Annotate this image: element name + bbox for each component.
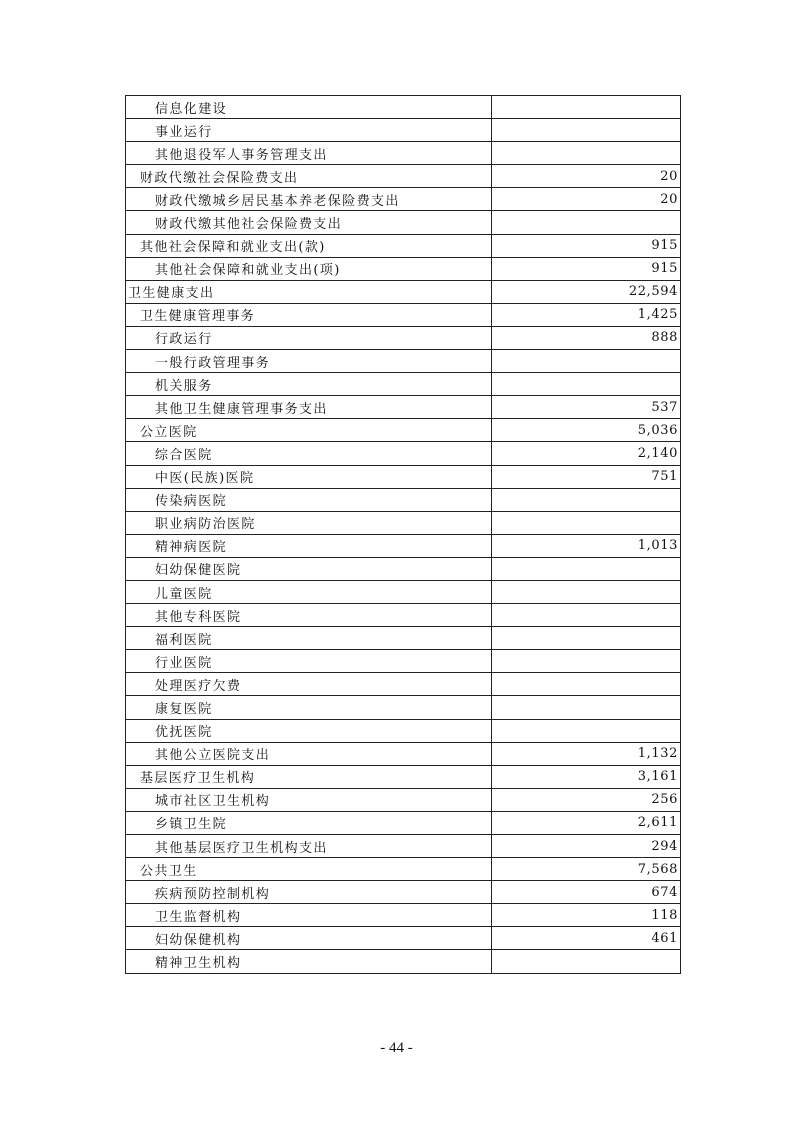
table-row (126, 373, 681, 396)
item-name-cell: 机关服务 (126, 373, 492, 396)
item-name-cell: 其他公立医院支出 (126, 742, 492, 765)
item-value-cell: 2,140 (492, 442, 681, 465)
table-row (126, 234, 681, 257)
table-row (126, 419, 681, 442)
item-value-cell: 294 (492, 835, 681, 858)
table-row (126, 719, 681, 742)
item-value-cell: 22,594 (492, 280, 681, 303)
item-name-cell: 财政代缴社会保险费支出 (126, 165, 492, 188)
table-row (126, 465, 681, 488)
table-row (126, 96, 681, 119)
item-value-cell: 2,611 (492, 811, 681, 834)
table-row (126, 350, 681, 373)
item-name-cell: 疾病预防控制机构 (126, 881, 492, 904)
item-value-cell (492, 211, 681, 234)
item-value-cell (492, 719, 681, 742)
item-name-cell: 一般行政管理事务 (126, 350, 492, 373)
item-name-cell: 其他基层医疗卫生机构支出 (126, 835, 492, 858)
budget-table (125, 95, 681, 974)
item-name-cell: 财政代缴其他社会保险费支出 (126, 211, 492, 234)
table-row (126, 488, 681, 511)
table-row (126, 858, 681, 881)
item-value-cell: 7,568 (492, 858, 681, 881)
item-name-cell: 城市社区卫生机构 (126, 788, 492, 811)
item-name-cell: 其他卫生健康管理事务支出 (126, 396, 492, 419)
table-row (126, 326, 681, 349)
item-value-cell: 915 (492, 257, 681, 280)
table-row (126, 835, 681, 858)
table-row (126, 165, 681, 188)
item-name-cell: 处理医疗欠费 (126, 673, 492, 696)
table-row (126, 742, 681, 765)
item-name-cell: 职业病防治医院 (126, 511, 492, 534)
table-row (126, 396, 681, 419)
item-name-cell: 卫生健康支出 (126, 280, 492, 303)
table-row (126, 303, 681, 326)
item-value-cell (492, 96, 681, 119)
item-name-cell: 事业运行 (126, 119, 492, 142)
item-value-cell: 888 (492, 326, 681, 349)
table-row (126, 580, 681, 603)
item-name-cell: 妇幼保健机构 (126, 927, 492, 950)
item-name-cell: 财政代缴城乡居民基本养老保险费支出 (126, 188, 492, 211)
table-body (126, 96, 681, 974)
item-value-cell: 1,013 (492, 534, 681, 557)
item-name-cell: 其他退役军人事务管理支出 (126, 142, 492, 165)
item-name-cell: 其他专科医院 (126, 604, 492, 627)
table-row (126, 650, 681, 673)
table-row (126, 557, 681, 580)
table-row (126, 142, 681, 165)
item-name-cell: 基层医疗卫生机构 (126, 765, 492, 788)
item-value-cell (492, 557, 681, 580)
item-value-cell: 20 (492, 165, 681, 188)
item-name-cell: 卫生监督机构 (126, 904, 492, 927)
item-value-cell (492, 350, 681, 373)
item-value-cell (492, 650, 681, 673)
item-value-cell (492, 488, 681, 511)
item-value-cell: 537 (492, 396, 681, 419)
item-value-cell: 20 (492, 188, 681, 211)
item-name-cell: 其他社会保障和就业支出(项) (126, 257, 492, 280)
item-name-cell: 传染病医院 (126, 488, 492, 511)
item-value-cell (492, 627, 681, 650)
table-row (126, 696, 681, 719)
item-name-cell: 乡镇卫生院 (126, 811, 492, 834)
item-value-cell (492, 696, 681, 719)
item-name-cell: 中医(民族)医院 (126, 465, 492, 488)
page-number: - 44 - (380, 1040, 413, 1056)
item-value-cell: 461 (492, 927, 681, 950)
item-value-cell: 118 (492, 904, 681, 927)
item-name-cell: 儿童医院 (126, 580, 492, 603)
item-name-cell: 妇幼保健医院 (126, 557, 492, 580)
item-value-cell (492, 142, 681, 165)
item-value-cell: 1,132 (492, 742, 681, 765)
item-name-cell: 福利医院 (126, 627, 492, 650)
table-row (126, 604, 681, 627)
table-row (126, 950, 681, 973)
item-value-cell: 915 (492, 234, 681, 257)
item-name-cell: 卫生健康管理事务 (126, 303, 492, 326)
table-row (126, 442, 681, 465)
table-row (126, 673, 681, 696)
table-row (126, 119, 681, 142)
table-row (126, 927, 681, 950)
table-row (126, 765, 681, 788)
table-row (126, 188, 681, 211)
table-row (126, 881, 681, 904)
item-value-cell (492, 511, 681, 534)
item-name-cell: 行业医院 (126, 650, 492, 673)
item-value-cell: 674 (492, 881, 681, 904)
table-row (126, 904, 681, 927)
item-name-cell: 精神卫生机构 (126, 950, 492, 973)
item-value-cell: 3,161 (492, 765, 681, 788)
table-row (126, 257, 681, 280)
item-name-cell: 信息化建设 (126, 96, 492, 119)
item-name-cell: 康复医院 (126, 696, 492, 719)
item-name-cell: 优抚医院 (126, 719, 492, 742)
table-row (126, 211, 681, 234)
item-name-cell: 行政运行 (126, 326, 492, 349)
item-value-cell (492, 604, 681, 627)
item-value-cell (492, 673, 681, 696)
item-name-cell: 公共卫生 (126, 858, 492, 881)
item-value-cell (492, 119, 681, 142)
table-row (126, 788, 681, 811)
table-row (126, 627, 681, 650)
item-name-cell: 精神病医院 (126, 534, 492, 557)
item-value-cell (492, 373, 681, 396)
item-name-cell: 综合医院 (126, 442, 492, 465)
item-value-cell (492, 580, 681, 603)
table-row (126, 811, 681, 834)
table-row (126, 534, 681, 557)
item-value-cell (492, 950, 681, 973)
item-name-cell: 其他社会保障和就业支出(款) (126, 234, 492, 257)
item-value-cell: 5,036 (492, 419, 681, 442)
item-value-cell: 1,425 (492, 303, 681, 326)
item-value-cell: 751 (492, 465, 681, 488)
table-row (126, 280, 681, 303)
item-name-cell: 公立医院 (126, 419, 492, 442)
table-row (126, 511, 681, 534)
item-value-cell: 256 (492, 788, 681, 811)
